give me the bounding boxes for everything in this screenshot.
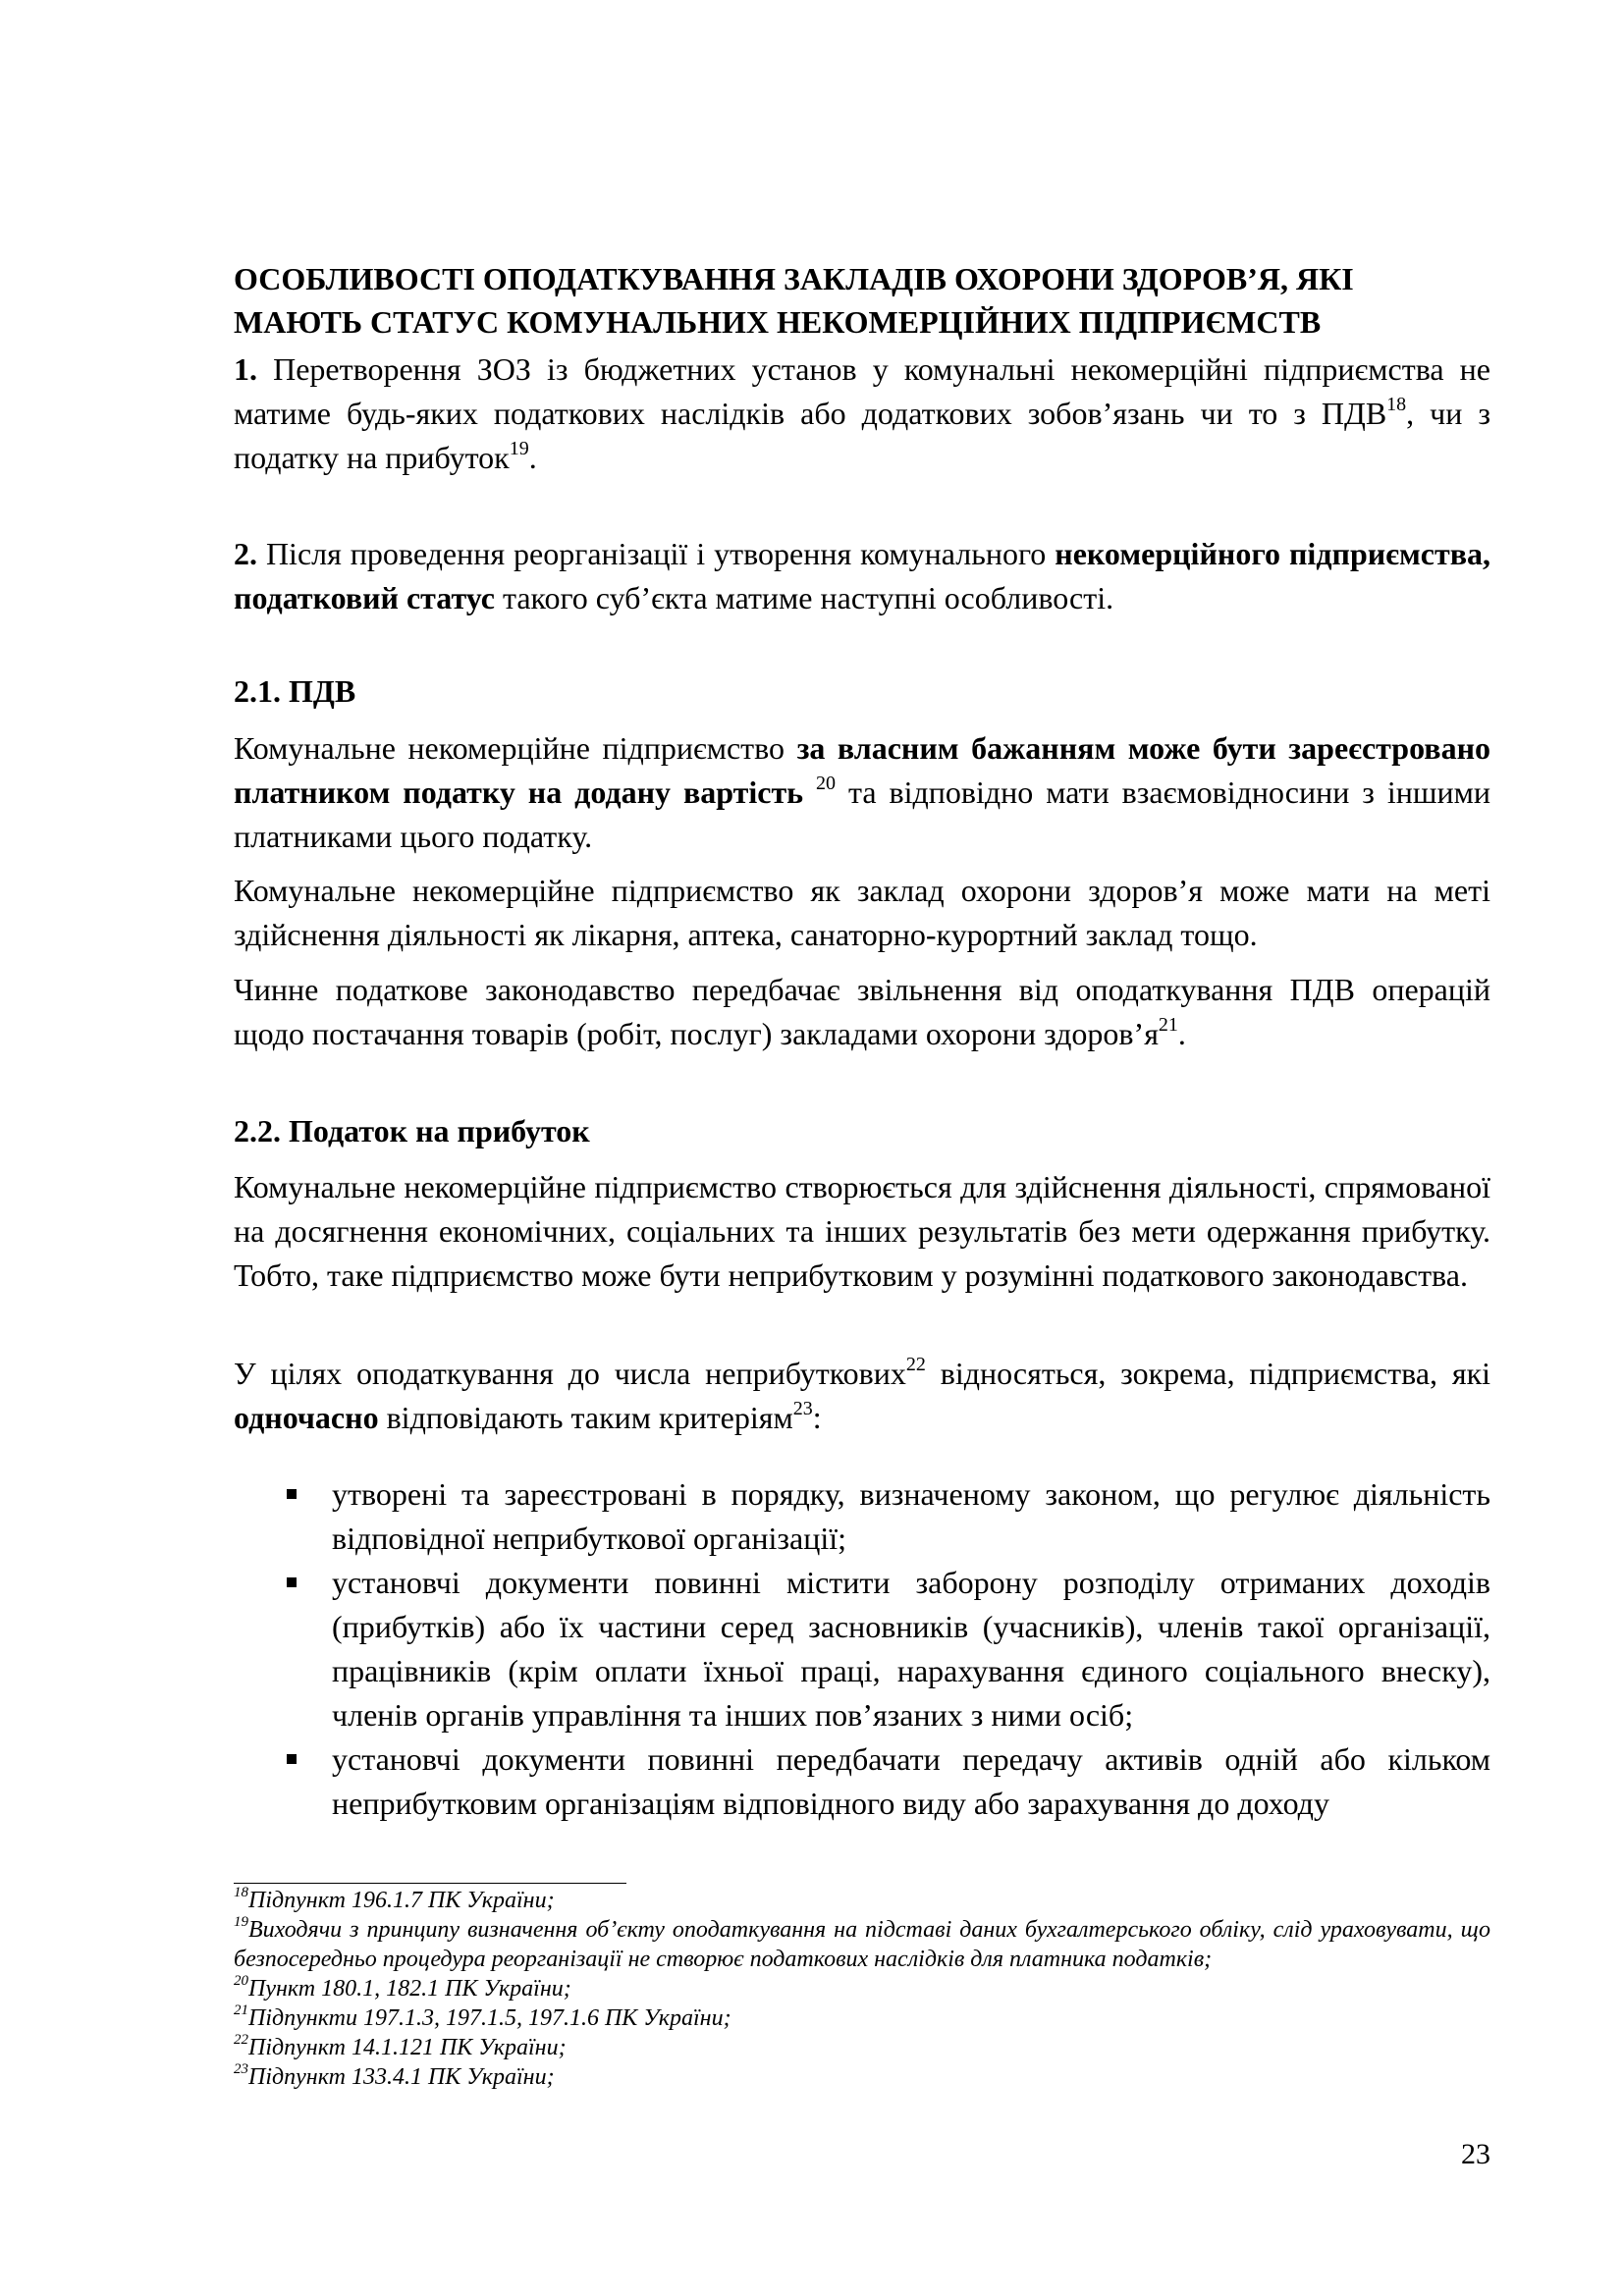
footnote-18 [234,1886,1490,1915]
footnote-ref-22[interactable]: 22 [905,1354,926,1376]
title-line-2: МАЮТЬ СТАТУС КОМУНАЛЬНИХ НЕКОМЕРЦІЙНИХ ПІДПРИЄМСТВ [234,304,1322,340]
criteria-list [283,1472,1490,1826]
paragraph-5 [234,968,1490,1056]
footnote-text: Підпункти 197.1.3, 197.1.5, 197.1.6 ПК України; [248,2005,731,2031]
paragraph-2-bold: некомерційного підприємства, податковий статус [234,536,1491,615]
footnote-20 [234,1974,1490,2003]
list-item [283,1472,1490,1561]
footnote-ref-23[interactable]: 23 [792,1398,813,1420]
footnote-number: 23 [234,2061,248,2077]
paragraph-1 [234,347,1490,480]
paragraph-2-number: 2. [234,536,257,571]
square-bullet-icon [287,1489,297,1499]
footnote-21 [234,2003,1490,2033]
footnote-ref-21[interactable]: 21 [1158,1014,1178,1037]
footnotes [234,1886,1490,2092]
paragraph-2-text: Після проведення реорганізації і утворення комунального [257,536,1056,571]
square-bullet-icon [287,1754,297,1764]
paragraph-5-text: Чинне податкове законодавство передбачає звільнення від оподаткування ПДВ операцій щодо постачання товарів (робіт, послуг) закладами охорони здоров’я [234,972,1490,1051]
paragraph-3 [234,726,1490,859]
footnote-number: 19 [234,1914,248,1930]
footnote-number: 21 [234,2002,248,2018]
footnote-ref-18[interactable]: 18 [1386,394,1407,416]
paragraph-1-end: . [528,440,537,475]
list-item-text: утворені та зареєстровані в порядку, визначеному законом, що регулює діяльність відповідної неприбуткової організації; [332,1476,1490,1556]
paragraph-6: Комунальне некомерційне підприємство створюється для здійснення діяльності, спрямованої на досягнення економічних, соціальних та інших результатів без мети одержання прибутку. Тобто, таке підприємство може бути неприбутковим у розумінні податкового законодавства. [234,1169,1490,1293]
square-bullet-icon [287,1577,297,1587]
paragraph-4: Комунальне некомерційне підприємство як заклад охорони здоров’я може мати на меті здійснення діяльності як лікарня, аптека, санаторно-курортний заклад тощо. [234,873,1490,952]
footnote-separator [234,1883,626,1884]
footnote-text: Підпункт 133.4.1 ПК України; [248,2064,555,2090]
page-number: 23 [1461,2138,1490,2170]
list-item [283,1737,1490,1826]
paragraph-1-number: 1. [234,351,257,387]
title-line-1: ОСОБЛИВОСТІ ОПОДАТКУВАННЯ ЗАКЛАДІВ ОХОРОНИ ЗДОРОВ’Я, ЯКІ [234,261,1354,296]
footnote-22 [234,2033,1490,2062]
paragraph-2-text-cont: такого суб’єкта матиме наступні особливості. [494,580,1114,615]
paragraph-1-text: Перетворення ЗОЗ із бюджетних установ у комунальні некомерційні підприємства не матиме будь-яких податкових наслідків або додаткових зобов’язань чи то з ПДВ [234,351,1490,431]
paragraph-7 [234,1352,1490,1440]
section-heading-2-2: 2.2. Податок на прибуток [234,1113,590,1148]
list-item [283,1561,1490,1737]
section-heading-2-1: 2.1. ПДВ [234,673,356,709]
footnote-text: Пункт 180.1, 182.1 ПК України; [248,1976,571,2002]
footnote-ref-19[interactable]: 19 [509,438,529,460]
paragraph-3-text: Комунальне некомерційне підприємство [234,730,797,766]
paragraph-1-text-cont: , чи з податку на прибуток [234,396,1491,475]
document-page [234,0,1490,2296]
list-item-text: установчі документи повинні передбачати передачу активів одній або кільком неприбутковим організаціям відповідного виду або зарахування до доходу [332,1741,1490,1821]
footnote-text: Виходячи з принципу визначення об’єкту оподаткування на підставі даних бухгалтерського обліку, слід ураховувати, що безпосередньо процедура реорганізації не створює податкових наслідків для платника податків; [234,1917,1490,1972]
footnote-23 [234,2062,1490,2092]
footnote-ref-20[interactable]: 20 [816,773,837,795]
footnote-number: 18 [234,1885,248,1900]
paragraph-3-text-cont: та відповідно мати взаємовідносини з іншими платниками цього податку. [234,774,1491,854]
document-title [234,257,1490,344]
list-item-text: установчі документи повинні містити заборону розподілу отриманих доходів (прибутків) або їх частини серед засновників (учасників), членів такої організації, працівників (крім оплати їхньої праці, нарахування єдиного соціального внеску), членів органів управління та інших пов’язаних з ними осіб; [332,1565,1490,1733]
paragraph-7-bold: одночасно [234,1400,379,1435]
footnote-number: 20 [234,1973,248,1989]
paragraph-7-text-cont: відносяться, зокрема, підприємства, які [925,1356,1491,1391]
footnote-text: Підпункт 196.1.7 ПК України; [248,1888,555,1913]
paragraph-7-text-cont-2: відповідають таким критеріям [378,1400,793,1435]
paragraph-3-bold: за власним бажанням може бути зареєстровано платником податку на додану вартість [234,730,1491,810]
paragraph-7-text: У цілях оподаткування до числа неприбуткових [234,1356,906,1391]
paragraph-7-end: : [812,1400,822,1435]
footnote-text: Підпункт 14.1.121 ПК України; [248,2035,567,2060]
footnote-19 [234,1915,1490,1974]
paragraph-5-end: . [1177,1016,1186,1051]
footnote-number: 22 [234,2032,248,2048]
paragraph-2 [234,532,1490,620]
